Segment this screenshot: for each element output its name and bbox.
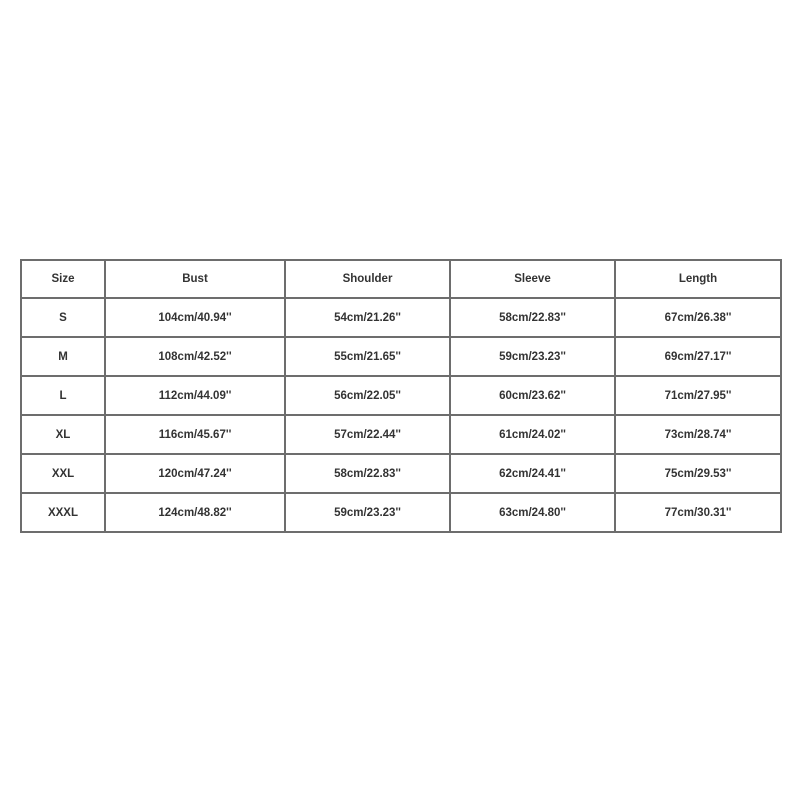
cell-length: 71cm/27.95'' (615, 376, 781, 415)
cell-sleeve: 61cm/24.02'' (450, 415, 615, 454)
cell-bust: 116cm/45.67'' (105, 415, 285, 454)
cell-bust: 104cm/40.94'' (105, 298, 285, 337)
cell-shoulder: 57cm/22.44'' (285, 415, 450, 454)
cell-sleeve: 63cm/24.80'' (450, 493, 615, 532)
cell-size: M (21, 337, 105, 376)
cell-shoulder: 58cm/22.83'' (285, 454, 450, 493)
table-row (21, 493, 781, 532)
cell-sleeve: 62cm/24.41'' (450, 454, 615, 493)
cell-bust: 112cm/44.09'' (105, 376, 285, 415)
cell-length: 75cm/29.53'' (615, 454, 781, 493)
cell-size: L (21, 376, 105, 415)
cell-bust: 124cm/48.82'' (105, 493, 285, 532)
cell-sleeve: 60cm/23.62'' (450, 376, 615, 415)
cell-size: XXL (21, 454, 105, 493)
cell-size: XL (21, 415, 105, 454)
cell-bust: 120cm/47.24'' (105, 454, 285, 493)
header-row (21, 260, 781, 298)
cell-length: 69cm/27.17'' (615, 337, 781, 376)
cell-bust: 108cm/42.52'' (105, 337, 285, 376)
cell-size: XXXL (21, 493, 105, 532)
header-length: Length (615, 260, 781, 298)
cell-size: S (21, 298, 105, 337)
cell-shoulder: 55cm/21.65'' (285, 337, 450, 376)
header-bust: Bust (105, 260, 285, 298)
table-row (21, 415, 781, 454)
table-row (21, 376, 781, 415)
header-size: Size (21, 260, 105, 298)
cell-shoulder: 54cm/21.26'' (285, 298, 450, 337)
cell-sleeve: 58cm/22.83'' (450, 298, 615, 337)
header-shoulder: Shoulder (285, 260, 450, 298)
cell-length: 77cm/30.31'' (615, 493, 781, 532)
table-row (21, 337, 781, 376)
table-row (21, 454, 781, 493)
table-row (21, 298, 781, 337)
cell-length: 73cm/28.74'' (615, 415, 781, 454)
cell-shoulder: 56cm/22.05'' (285, 376, 450, 415)
cell-shoulder: 59cm/23.23'' (285, 493, 450, 532)
cell-sleeve: 59cm/23.23'' (450, 337, 615, 376)
header-sleeve: Sleeve (450, 260, 615, 298)
size-chart-table (20, 259, 782, 533)
cell-length: 67cm/26.38'' (615, 298, 781, 337)
